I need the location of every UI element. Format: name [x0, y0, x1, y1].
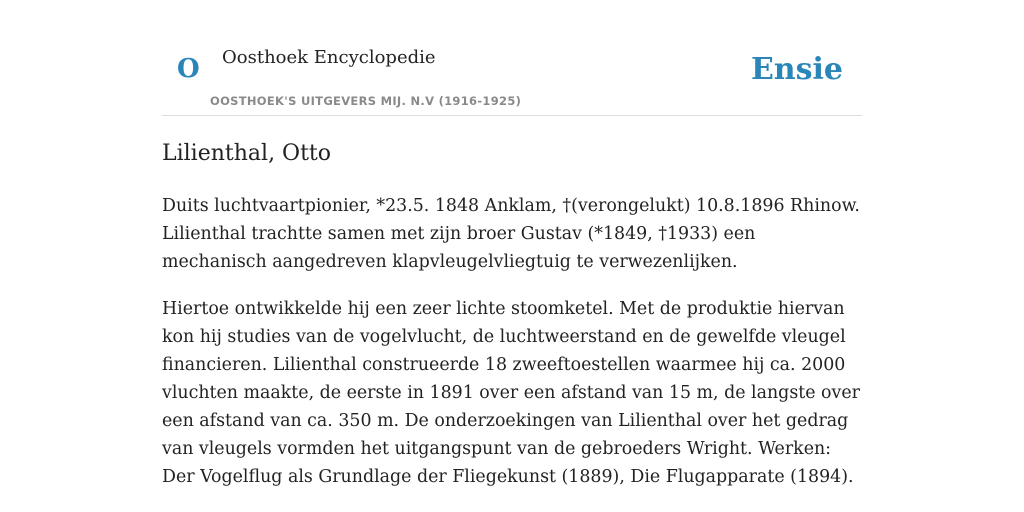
ensie-logo[interactable]: Ensie [750, 52, 843, 87]
publisher-subtitle: OOSTHOEK'S UITGEVERS MIJ. N.V (1916-1925) [210, 94, 522, 108]
page-title: Lilienthal, Otto [162, 141, 332, 166]
oosthoek-logo[interactable]: O [177, 54, 200, 84]
article-paragraph-1: Duits luchtvaartpionier, *23.5. 1848 Anklam, †(verongelukt) 10.8.1896 Rhinow. Lilienthal trachtte samen met zijn broer Gustav (*1849, †1933) een mechanisch aangedreven klapvleugelvliegtuig te verwezenlijken. [162, 196, 860, 272]
article-paragraph-2: Hiertoe ontwikkelde hij een zeer lichte stoomketel. Met de produktie hiervan kon hij studies van de vogelvlucht, de luchtweerstand en de gewelfde vleugel financieren. Lilienthal construeerde 18 zweeftoestellen waarmee hij ca. 2000 vluchten maakte, de eerste in 1891 over een afstand van 15 m, de langste over een afstand van ca. 350 m. De onderzoekingen van Lilienthal over het gedrag van vleugels vormden het uitgangspunt van de gebroeders Wright. Werken: Der Vogelflug als Grundlage der Fliegekunst (1889), Die Flugapparate (1894). [162, 299, 860, 487]
site-header [162, 0, 862, 116]
site-title[interactable]: Oosthoek Encyclopedie [222, 47, 436, 68]
article [162, 136, 862, 491]
